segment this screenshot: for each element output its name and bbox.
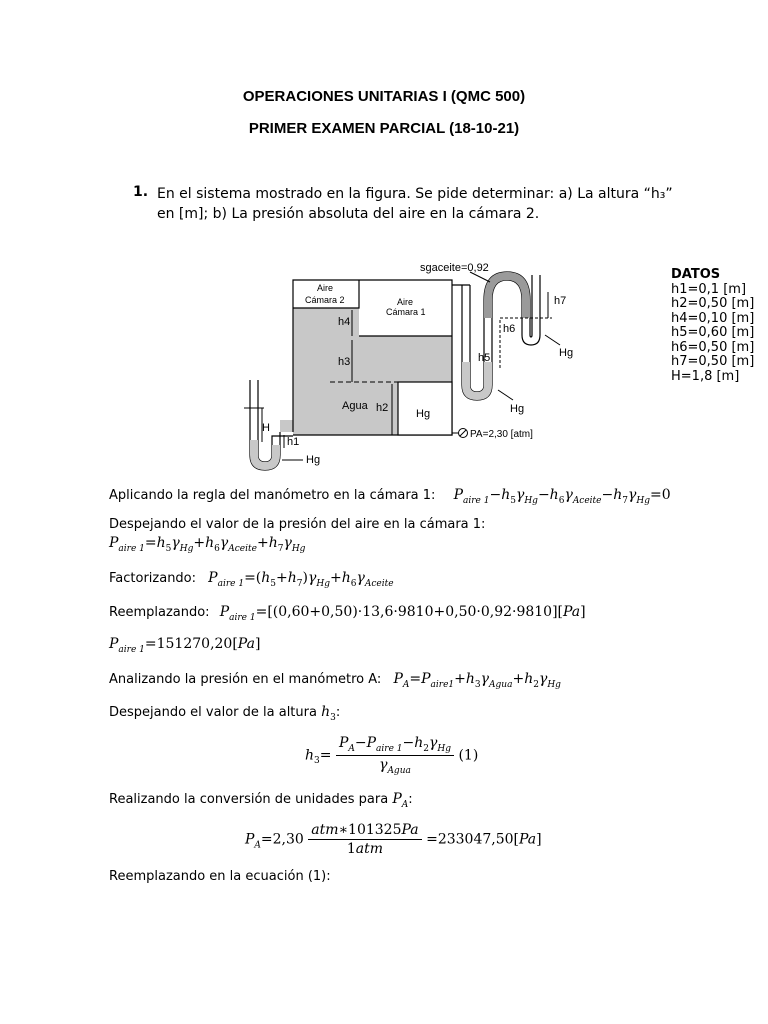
- label-aire2-b: Cámara 2: [305, 295, 345, 305]
- solution-step-4: Reemplazando: $P_{aire 1}=[(0,60+0,50)\cdot 13,6\cdot 9810+0,50\cdot 0,92\cdot 9810][Pa]$: [109, 604, 586, 623]
- label-h1: h1: [287, 436, 300, 448]
- solution-step-3: Factorizando: $P_{aire 1}=(h_5+h_7)\gamma_{Hg}+h_6\gamma_{Aceite}$: [109, 570, 394, 589]
- datos-item: h4=0,10 [m]: [671, 310, 755, 326]
- datos-item: h6=0,50 [m]: [671, 339, 755, 355]
- equation-pa-conversion: $P_A=2,30$ $\frac{\text{atm∗101325Pa}}{\text{1atm}}$ =233047,50[Pa]: [245, 822, 542, 857]
- label-aire2-a: Aire: [317, 283, 334, 293]
- datos-item: H=1,8 [m]: [671, 368, 740, 384]
- equation-h3: $h_3=$ $\frac{P_A-P_{aire 1}-h_2\gamma_{Hg}}{\gamma_{Agua}}$ (1): [305, 735, 479, 776]
- solution-step-2: Despejando el valor de la presión del aire en la cámara 1:: [109, 517, 486, 532]
- solution-step-1: Aplicando la regla del manómetro en la cámara 1: $P_{aire 1}-h_5\gamma_{Hg}-h_6\gamma_{Aceite}-h_7\gamma_{Hg}=0$: [109, 487, 671, 506]
- datos-item: h1=0,1 [m]: [671, 281, 747, 297]
- datos-item: h7=0,50 [m]: [671, 354, 755, 369]
- question-number: 1.: [133, 184, 149, 200]
- label-hg-u1: Hg: [510, 403, 525, 415]
- exam-title: PRIMER EXAMEN PARCIAL (18-10-21): [248, 120, 520, 137]
- solution-step-5: Analizando la presión en el manómetro A: $P_A=P_{aire1}+h_3\gamma_{Agua}+h_2\gamma_{Hg}$: [109, 671, 561, 690]
- exam-course-title: OPERACIONES UNITARIAS I (QMC 500): [242, 88, 526, 105]
- label-pa: PA=2,30 [atm]: [470, 429, 533, 440]
- label-h7: h7: [554, 295, 567, 307]
- label-H: H: [262, 422, 270, 434]
- label-h3: h3: [338, 356, 351, 368]
- label-h2: h2: [376, 402, 389, 414]
- result-paire1: $P_{aire 1}=151270,20[Pa]$: [109, 636, 261, 655]
- label-h6: h6: [503, 323, 516, 335]
- label-hg-u2: Hg: [559, 347, 574, 359]
- label-agua: Agua: [342, 400, 368, 412]
- label-h5: h5: [478, 352, 491, 364]
- datos-panel: [671, 268, 754, 384]
- label-h4: h4: [338, 316, 351, 328]
- label-sgaceite: sgaceite=0,92: [420, 262, 489, 274]
- equation-paire1: $P_{aire 1}=h_5\gamma_{Hg}+h_6\gamma_{Aceite}+h_7\gamma_{Hg}$: [109, 535, 306, 554]
- datos-item: h5=0,60 [m]: [671, 325, 755, 340]
- label-aire1-a: Aire: [397, 297, 414, 307]
- label-hg-left: Hg: [306, 454, 321, 466]
- solution-step-7: Realizando la conversión de unidades para $P_A$:: [109, 791, 413, 810]
- datos-heading: DATOS: [671, 267, 721, 282]
- solution-step-8: Reemplazando en la ecuación (1):: [109, 869, 331, 884]
- datos-item: h2=0,50 [m]: [671, 296, 755, 311]
- question-text: En el sistema mostrado en la figura. Se pide determinar: a) La altura “h₃” en [m]; b) La presión absoluta del aire en la cámara 2.: [157, 186, 673, 222]
- label-hg-tank: Hg: [416, 408, 431, 420]
- label-aire1-b: Cámara 1: [386, 307, 426, 317]
- solution-step-6: Despejando el valor de la altura $h_3$:: [109, 704, 341, 723]
